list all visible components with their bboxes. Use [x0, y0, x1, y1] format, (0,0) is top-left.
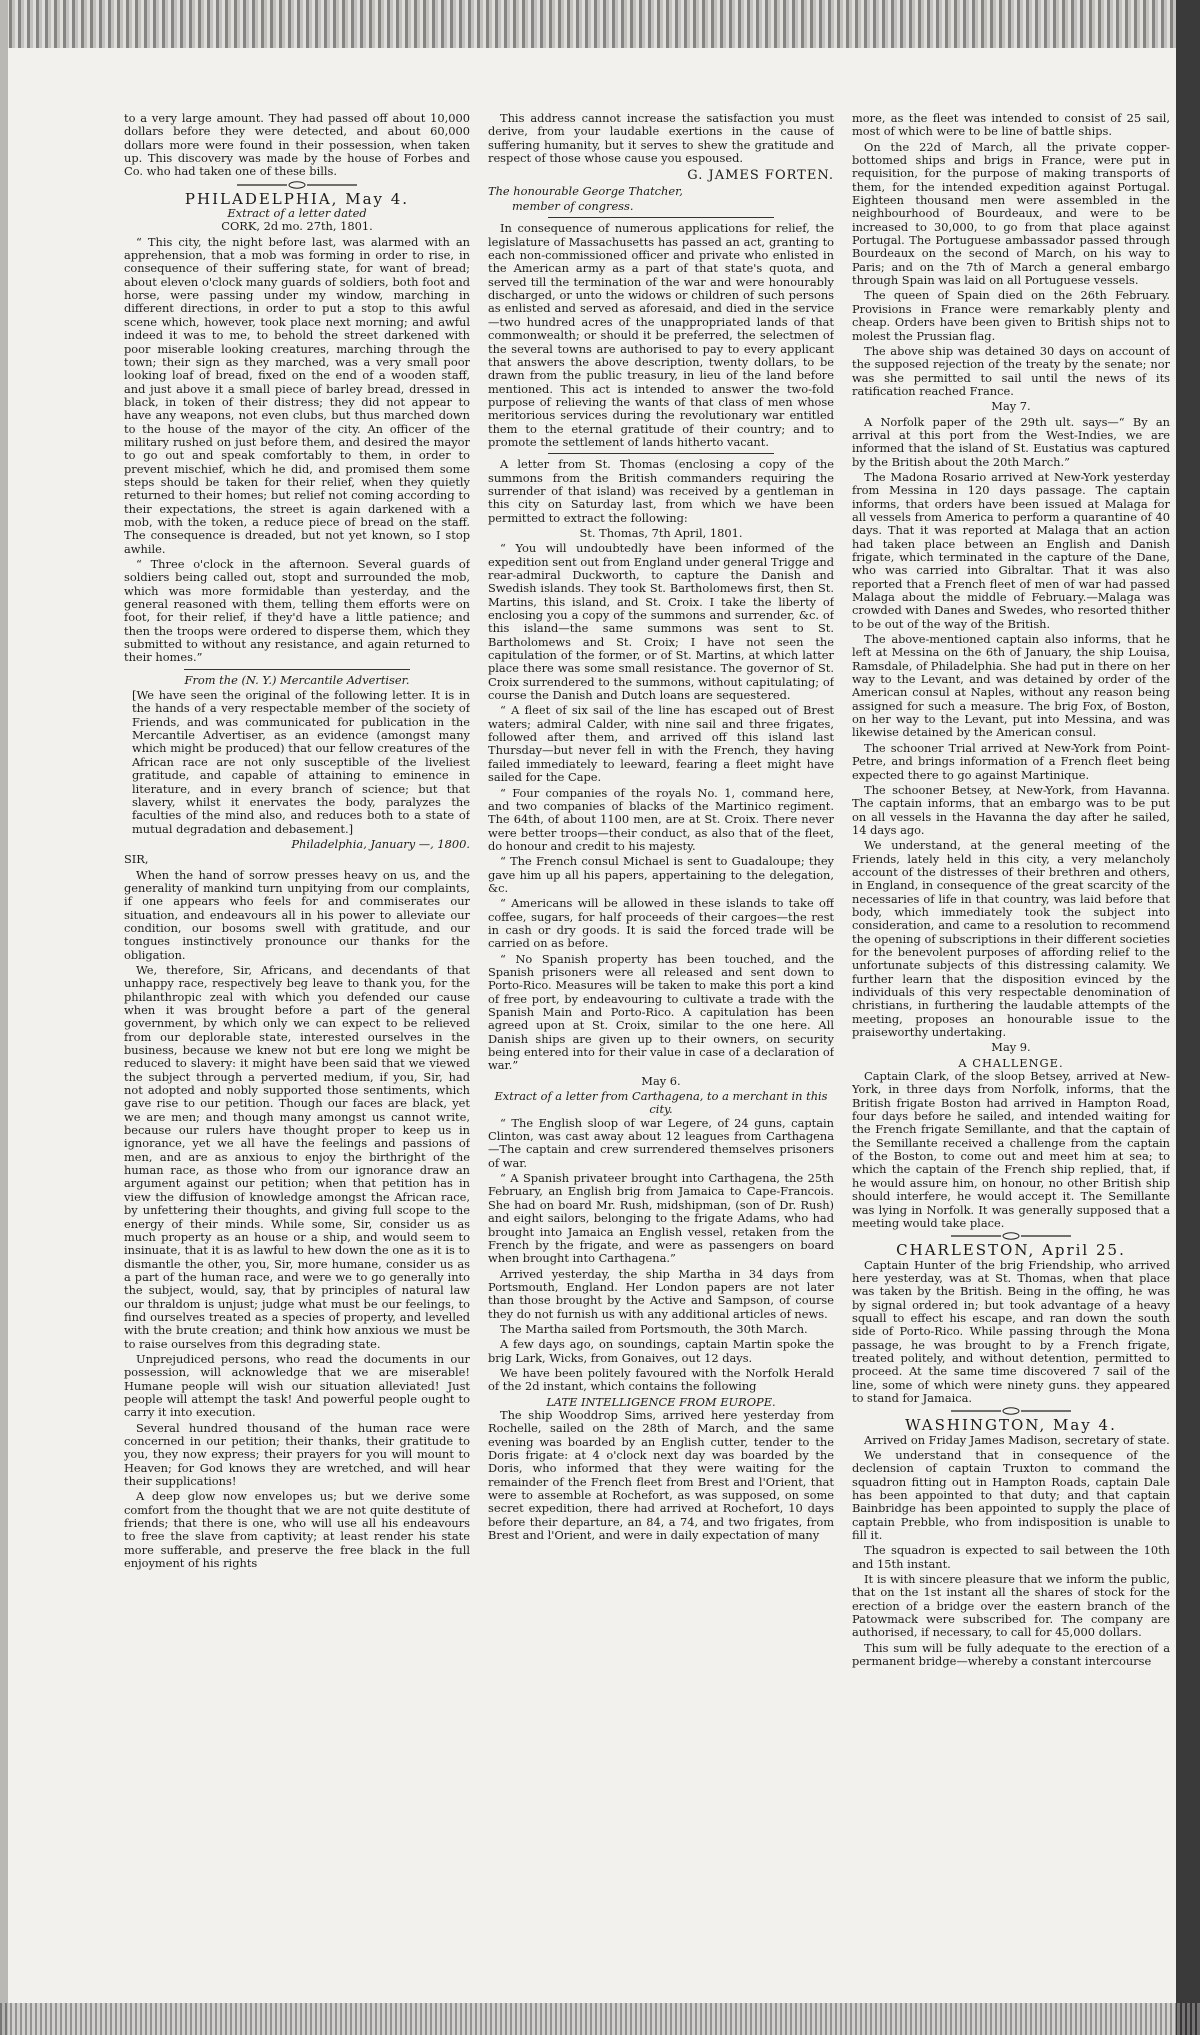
article-paragraph: “ A fleet of six sail of the line has escaped out of Brest waters; admiral Calder, with nine sail and three frigates, followed after them, and arrived off this island last Thursday—but never fell in with the French, they having failed immediately to leeward, fearing a fleet might have sailed for the Cape. — [488, 703, 834, 785]
letter-addressee-title: member of congress. — [512, 199, 634, 214]
article-paragraph: Captain Clark, of the sloop Betsey, arrived at New-York, in three days from Norfolk, informs, that the British frigate Boston had arrived in Hampton Road, four days before he sailed, and intended waiting for the French frigate Semillante, and that the captain of the Semillante received a challenge from the captain of the Boston, to come out and meet him at sea; to which the captain of the French ship replied, that, if he would assure him, on honour, no other British ship should interfere, he would accept it. The Semillante was lying in Norfolk. It was generally supposed that a meeting would take place. — [852, 1069, 1170, 1230]
article-paragraph: “ No Spanish property has been touched, and the Spanish prisoners were all released and sent down to Porto-Rico. Measures will be taken to make this port a kind of free port, by endeavouring to cultivate a trade with the Spanish Main and Porto-Rico. A capitulation has been agreed upon at St. Croix, similar to the one here. All Danish ships are given up to their owners, on security being entered into for their value in case of a declaration of war.” — [488, 951, 834, 1073]
article-paragraph: A few days ago, on soundings, captain Martin spoke the brig Lark, Wicks, from Gonaives, out 12 days. — [488, 1337, 834, 1365]
scan-edge-left — [0, 0, 8, 2035]
scan-edge-right — [1176, 0, 1200, 2035]
article-paragraph: “ The French consul Michael is sent to Guadaloupe; they gave him up all his papers, appertaining to the delegation, &c. — [488, 854, 834, 895]
article-paragraph: A Norfolk paper of the 29th ult. says—“ By an arrival at this port from the West-Indies, we are informed that the island of St. Eustatius was captured by the British about the 20th March.” — [852, 414, 1170, 469]
article-paragraph: We have been politely favoured with the Norfolk Herald of the 2d instant, which contains the following — [488, 1365, 834, 1394]
article-paragraph: The schooner Betsey, at New-York, from Havanna. The captain informs, that an embargo was to be put on all vessels in the Havanna the day after he sailed, 14 days ago. — [852, 782, 1170, 837]
dateline-charleston: CHARLESTON, April 25. — [896, 1241, 1126, 1260]
article-paragraph: The Madona Rosario arrived at New-York yesterday from Messina in 120 days passage. The captain informs, that orders have been issued at Malaga for all vessels from America to perform a quarantine of 40 days. That it was reported at Malaga that an action had taken place between an English and Danish frigate, which terminated in the capture of the Dane, who was carried into Gibraltar. That it was also reported that a French fleet of men of war had passed Malaga about the middle of February.—Malaga was crowded with Danes and Swedes, who resorted thither to be out of the way of the British. — [852, 469, 1170, 631]
scan-edge-top — [0, 0, 1200, 48]
may7-dateline: May 7. — [991, 399, 1031, 414]
carthagena-extract-label: Extract of a letter from Carthagena, to a merchant in this city. — [494, 1089, 828, 1117]
letter-paragraph: We, therefore, Sir, Africans, and decendants of that unhappy race, respectively beg leave to thank you, for the philanthropic zeal with which you defended our cause when it was brought before a part of the general government, by which only we can expect to be relieved from our deplorable state, interested ourselves in the business, because we knew not but ere long we might be reduced to slavery: it might have been said that we viewed the subject through a perverted medium, if you, Sir, had not adopted and nobly supported those sentiments, which gave rise to our petition. Though our faces are black, yet we are men; and though many amongst us cannot write, because our rulers have thought proper to keep us in ignorance, yet we all have the feelings and passions of men, and are as anxious to enjoy the birthright of the human race, as those who from our ignorance draw an argument against our petition; when that petition has in view the diffusion of knowledge amongst the African race, by unfettering their thoughts, and giving full scope to the energy of their minds. While some, Sir, consider us as much property as an house or a ship, and would seem to insinuate, that it is as lawful to hew down the one as it is to dismantle the other, you, Sir, more humane, consider us as a part of the human race, and were we to go generally into the subject, would, say, that by principles of natural law our thraldom is unjust; judge what must be our feelings, to find ourselves treated as a species of property, and levelled with the brute creation; and think how anxious we must be to raise ourselves from this degrading state. — [124, 962, 470, 1351]
article-paragraph: The above ship was detained 30 days on account of the supposed rejection of the treaty by the senate; nor was she permitted to sail until the news of its ratification reached France. — [852, 343, 1170, 398]
article-paragraph: “ Four companies of the royals No. 1, command here, and two companies of blacks of the Martinico regiment. The 64th, of about 1100 men, are at St. Croix. There never were better troops—their conduct, as also that of the fleet, do honour and credit to his majesty. — [488, 785, 834, 853]
divider-ornament — [852, 1232, 1170, 1240]
article-paragraph: The Martha sailed from Portsmouth, the 30th March. — [500, 1321, 808, 1336]
letter-paragraph: Unprejudiced persons, who read the documents in our possession, will acknowledge that we are miserable! Humane people will wish our situation alleviated! Just people will attempt the task! And powerful people ought to carry it into execution. — [124, 1351, 470, 1420]
editor-note: [We have seen the original of the following letter. It is in the hands of a very respectable member of the society of Friends, and was communicated for publication in the Mercantile Advertiser, as an evidence (amongst many which might be produced) that our fellow creatures of the African race are not only susceptible of the liveliest gratitude, and capable of attaining to eminence in literature, and in every branch of science; but that slavery, whilst it enervates the body, paralyzes the faculties of the mind also, and reduces both to a state of mutual degradation and debasement.] — [132, 688, 470, 836]
article-paragraph: The above-mentioned captain also informs, that he left at Messina on the 6th of January, the ship Louisa, Ramsdale, of Philadelphia. She had put in there on her way to the Levant, and was detained by order of the American consul at Naples, without any reason being assigned for such a measure. The brig Fox, of Boston, on her way to the Levant, put into Messina, and was likewise detained by the American consul. — [852, 632, 1170, 740]
article-paragraph: The schooner Trial arrived at New-York from Point-Petre, and brings information of a French fleet being expected there to go against Martinique. — [852, 740, 1170, 782]
source-credit: From the (N. Y.) Mercantile Advertiser. — [184, 672, 410, 687]
st-thomas-dateline: St. Thomas, 7th April, 1801. — [579, 525, 743, 540]
article-paragraph: “ The English sloop of war Legere, of 24 guns, captain Clinton, was cast away about 12 leagues from Carthagena—The captain and crew surrendered themselves prisoners of war. — [488, 1115, 834, 1170]
letter-paragraph: A deep glow now envelopes us; but we derive some comfort from the thought that we are not quite destitute of friends; that there is one, who will use all his endeavours to free the slave from captivity; at least render his state more sufferable, and preserve the free black in the full enjoyment of his rights — [124, 1489, 470, 1571]
letter-addressee: The honourable George Thatcher, — [488, 183, 683, 198]
may9-dateline: May 9. — [991, 1040, 1031, 1055]
article-paragraph: Arrived on Friday James Madison, secretary of state. — [864, 1432, 1170, 1447]
article-paragraph: On the 22d of March, all the private copper-bottomed ships and brigs in France, were put in requisition, for the purpose of making transports of them, for the intended expedition against Portugal. Eighteen thousand men were assembled in the neighbourhood of Bourdeaux, and were to be increased to 30,000, to go from that place against Portugal. The Portuguese ambassador passed through Bourdeaux on the second of March, on his way to Paris; and on the 7th of March a general embargo through Spain was laid on all Portuguese vessels. — [852, 139, 1170, 288]
article-paragraph: “ You will undoubtedly have been informed of the expedition sent out from England under general Trigge and rear-admiral Duckworth, to capture the Danish and Swedish islands. They took St. Bartholomews first, then St. Martins, this island, and St. Croix. I take the liberty of enclosing you a copy of the summons and surrender, &c. of this island—the same summons was sent to St. Bartholomews and St. Croix; I have not seen the capitulation of the former, or of St. Martins, at which latter place there was some small resistance. The governor of St. Croix surrendered to the summons, without capitulating; of course the Danish and Dutch loans are sequestered. — [488, 541, 834, 703]
letter-signature: G. JAMES FORTEN. — [687, 168, 834, 184]
article-paragraph: It is with sincere pleasure that we inform the public, that on the 1st instant all the shares of stock for the erection of a bridge over the eastern branch of the Patowmack were subscribed for. The company are authorised, if necessary, to call for 45,000 dollars. — [852, 1572, 1170, 1640]
extract-label: Extract of a letter dated — [227, 206, 367, 221]
article-paragraph: This sum will be fully adequate to the erection of a permanent bridge—whereby a constant intercourse — [852, 1640, 1170, 1669]
article-paragraph: We understand that in consequence of the declension of captain Truxton to command the squadron fitting out in Hampton Roads, captain Dale has been appointed to that duty; and that captain Bainbridge has been appointed to supply the place of captain Prebble, who from indisposition is unable to fill it. — [852, 1448, 1170, 1543]
article-paragraph: We understand, at the general meeting of the Friends, lately held in this city, a very melancholy account of the distresses of their brethren and others, in England, in consequence of the great scarcity of the necessaries of life in that country, was laid before that body, which immediately took the subject into consideration, and came to a resolution to recommend the opening of subscriptions in their different societies for the benevolent purposes of affording relief to the unfortunate subjects of this distressing calamity. We further learn that the disposition evinced by the individuals of this very respectable denomination of christians, in furthering the laudable attempts of the meeting, proposes an honourable issue to the praiseworthy undertaking. — [852, 838, 1170, 1040]
letter-paragraph: When the hand of sorrow presses heavy on us, and the generality of mankind turn unpitying from our complaints, if one appears who feels for and commiserates our situation, and endeavours all in his power to alleviate our condition, our bosoms swell with gratitude, and our tongues instinctively pronounce our thanks for the obligation. — [124, 867, 470, 962]
late-intelligence-heading: LATE INTELLIGENCE FROM EUROPE. — [546, 1394, 776, 1409]
article-paragraph: The ship Wooddrop Sims, arrived here yesterday from Rochelle, sailed on the 28th of March, and the same evening was boarded by an English cutter, tender to the Doris frigate: at 4 o'clock next day was boarded by the Doris, who informed that they were waiting for the remainder of the French fleet from Brest and l'Orient, that were to assemble at Rochefort, as was supposed, on some secret expedition, there had arrived at Rochefort, 10 days before their departure, an 84, a 74, and two frigates, from Brest and l'Orient, and were in daily expectation of many — [488, 1407, 834, 1543]
letter-place-date: Philadelphia, January —, 1800. — [291, 836, 470, 851]
article-paragraph: “ Americans will be allowed in these islands to take off coffee, sugars, for half proceeds of their cargoes—the rest in cash or dry goods. It is said the forced trade will be carried on as before. — [488, 896, 834, 951]
cork-letter-paragraph: “ Three o'clock in the afternoon. Several guards of soldiers being called out, stopt and surrounded the mob, which was more formidable than yesterday, and the general reasoned with them, telling them efforts were on foot, for their relief, if they'd have a little patience; and then the troops were ordered to disperse them, which they submitted to without any resistance, and again returned to their homes.” — [124, 557, 470, 665]
divider-ornament — [852, 1407, 1170, 1415]
article-counterfeit-end: to a very large amount. They had passed off about 10,000 dollars before they were detected, and about 60,000 dollars more were found in their possession, when taken up. This discovery was made by the house of Forbes and Co. who had taken one of these bills. — [124, 112, 470, 179]
article-paragraph: “ A Spanish privateer brought into Carthagena, the 25th February, an English brig from Jamaica to Cape-Francois. She had on board Mr. Rush, midshipman, (son of Dr. Rush) and eight sailors, belonging to the frigate Adams, who had brought into Jamaica an English vessel, retaken from the French by the frigate, and were as passengers on board when brought into Carthagena.” — [488, 1171, 834, 1266]
article-paragraph: In consequence of numerous applications for relief, the legislature of Massachusetts has passed an act, granting to each non-commissioned officer and private who enlisted in the American army as a part of that state's quota, and served till the termination of the war and were honourably discharged, or unto the widows or children of such persons as enlisted and served as aforesaid, and died in the service—two hundred acres of the unappropriated lands of that commonwealth; or should it be preferred, the selectmen of the several towns are authorised to pay to every applicant that answers the above description, twenty dollars, to be drawn from the public treasury, in lieu of the land before mentioned. This act is intended to answer the two-fold purpose of relieving the wants of that class of men whose meritorious services during the revolutionary war entitled them to the eternal gratitude of their country; and to promote the settlement of lands hitherto vacant. — [488, 221, 834, 449]
divider-rule — [184, 669, 410, 670]
letter-paragraph: Several hundred thousand of the human race were concerned in our petition; their thanks, their gratitude to you, they now express; their prayers for you will mount to Heaven; for God knows they are wretched, and will hear their supplications! — [124, 1420, 470, 1489]
column-left — [124, 112, 470, 1992]
article-paragraph: more, as the fleet was intended to consist of 25 sail, most of which were to be line of battle ships. — [852, 112, 1170, 139]
scan-edge-bottom — [0, 2003, 1200, 2035]
cork-letter-paragraph: “ This city, the night before last, was alarmed with an apprehension, that a mob was forming in order to rise, in consequence of their suffering state, for want of bread; about eleven o'clock many guards of soldiers, both foot and horse, were passing under my window, marching in different directions, in order to put a stop to this awful scene which, however, took place next morning; and awful indeed it was to me, to behold the street darkened with poor miserable looking creatures, marching through the town; their sign as they marched, was a very small poor looking loaf of bread, fixed on the end of a wooden staff, and just above it a small piece of barley bread, dressed in black, in token of their distress; they did not appear to have any weapons, not even clubs, but thus marched down to the house of the mayor of the city. An officer of the military rushed on just before them, and desired the mayor to go out and speak comfortably to them, in order to prevent mischief, which he did, and promised them some steps should be taken for their relief, when they quietly returned to their homes; but relief not coming according to their expectations, the street is again darkened with a mob, with the token, a reduce piece of bread on the staff. The consequence is dreaded, but not yet known, so I stop awhile. — [124, 234, 470, 556]
divider-ornament — [124, 181, 470, 189]
letter-closing-paragraph: This address cannot increase the satisfaction you must derive, from your laudable exertions in the cause of suffering humanity, but it serves to shew the gratitude and respect of those whose cause you espoused. — [488, 112, 834, 166]
challenge-heading: A CHALLENGE. — [958, 1055, 1064, 1070]
column-middle — [488, 112, 834, 1992]
cork-dateline: CORK, 2d mo. 27th, 1801. — [221, 219, 373, 234]
article-paragraph: The queen of Spain died on the 26th February. Provisions in France were remarkably plenty and cheap. Orders have been given to British ships not to molest the Prussian flag. — [852, 288, 1170, 343]
article-paragraph: The squadron is expected to sail between the 10th and 15th instant. — [852, 1543, 1170, 1571]
article-paragraph: Arrived yesterday, the ship Martha in 34 days from Portsmouth, England. Her London papers are not later than those brought by the Active and Sampson, of course they do not furnish us with any additional articles of news. — [488, 1266, 834, 1321]
article-paragraph: Captain Hunter of the brig Friendship, who arrived here yesterday, was at St. Thomas, when that place was taken by the British. Being in the offing, he was by signal ordered in; but took advantage of a heavy squall to effect his escape, and ran down the south side of Porto-Rico. While passing through the Mona passage, he was brought to by a French frigate, treated politely, and without detention, permitted to proceed. At the same time discovered 7 sail of the line, some of which were ninety guns. they appeared to stand for Jamaica. — [852, 1257, 1170, 1405]
may6-dateline: May 6. — [641, 1073, 681, 1088]
letter-salutation: SIR, — [124, 852, 149, 867]
article-paragraph: A letter from St. Thomas (enclosing a copy of the summons from the British commanders requiring the surrender of that island) was received by a gentleman in this city on Saturday last, from which we have been permitted to extract the following: — [488, 457, 834, 525]
divider-rule — [548, 453, 774, 454]
divider-rule — [548, 217, 774, 218]
column-right — [852, 112, 1170, 1992]
dateline-washington: WASHINGTON, May 4. — [905, 1416, 1117, 1435]
dateline-philadelphia: PHILADELPHIA, May 4. — [184, 189, 410, 208]
